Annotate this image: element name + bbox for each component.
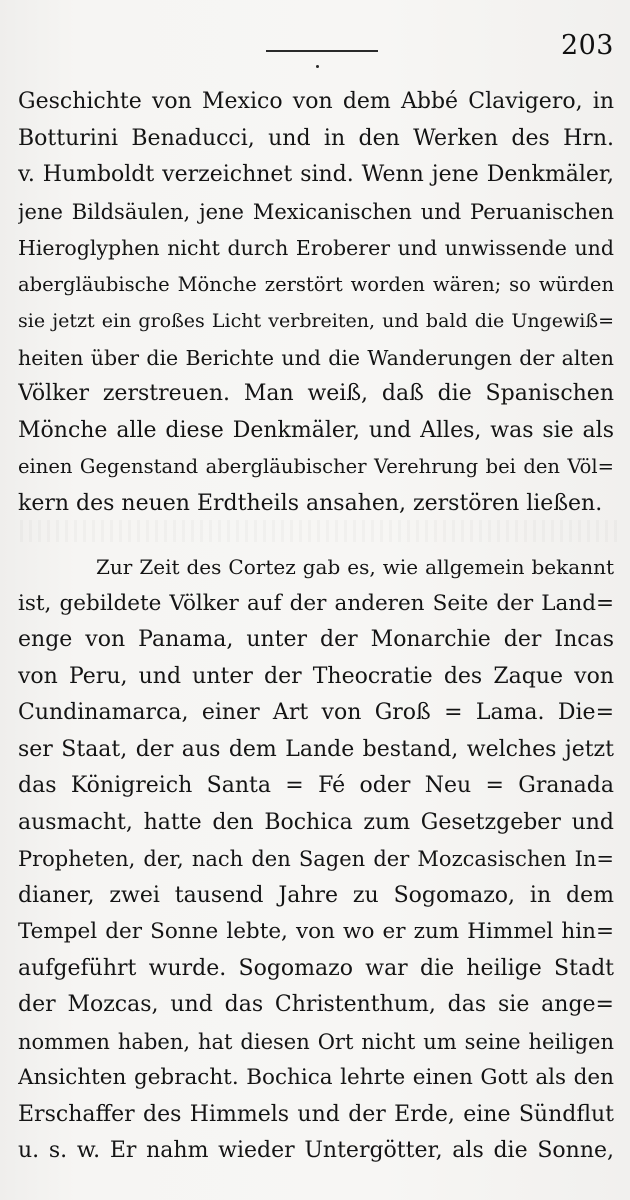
text-line: Cundinamarca, einer Art von Groß = Lama. Die= <box>18 700 614 725</box>
text-line: Propheten, der, nach den Sagen der Mozcasischen In= <box>18 847 614 871</box>
text-line: u. s. w. Er nahm wieder Untergötter, als die Sonne, <box>18 1138 614 1163</box>
header-ornament-dot <box>316 65 319 68</box>
text-line: jene Bildsäulen, jene Mexicanischen und Peruanischen <box>18 199 614 224</box>
text-line: einen Gegenstand abergläubischer Verehrung bei den Völ= <box>18 455 614 478</box>
text-line: das Königreich Santa = Fé oder Neu = Granada <box>18 773 614 798</box>
text-line: Tempel der Sonne lebte, von wo er zum Himmel hin= <box>18 919 614 944</box>
page-number: 203 <box>560 30 614 61</box>
text-line: ausmacht, hatte den Bochica zum Gesetzgeber und <box>18 809 614 835</box>
text-line: kern des neuen Erdtheils ansahen, zerstören ließen. <box>18 490 603 516</box>
header-rule <box>266 50 378 52</box>
text-line: von Peru, und unter der Theocratie des Zaque von <box>18 663 614 689</box>
show-through-texture <box>20 520 620 542</box>
text-line: Mönche alle diese Denkmäler, und Alles, was sie als <box>18 417 614 443</box>
text-line: sie jetzt ein großes Licht verbreiten, und bald die Ungewiß= <box>18 310 614 332</box>
text-line: aufgeführt wurde. Sogomazo war die heilige Stadt <box>18 955 614 981</box>
text-line: Erschaffer des Himmels und der Erde, eine Sündflut <box>18 1101 614 1127</box>
text-line: Botturini Benaducci, und in den Werken des Hrn. <box>18 125 614 151</box>
text-line: Geschichte von Mexico von dem Abbé Clavigero, in <box>18 89 614 114</box>
text-line: Völker zerstreuen. Man weiß, daß die Spanischen <box>18 381 614 406</box>
text-line: nommen haben, hat diesen Ort nicht um seine heiligen <box>18 1029 614 1054</box>
paragraph-1 <box>18 84 614 522</box>
text-line: dianer, zwei tausend Jahre zu Sogomazo, in dem <box>18 882 614 908</box>
text-line: Ansichten gebracht. Bochica lehrte einen Gott als den <box>18 1065 614 1090</box>
text-line: Zur Zeit des Cortez gab es, wie allgemein bekannt <box>96 555 614 579</box>
text-line: Hieroglyphen nicht durch Eroberer und unwissende und <box>18 236 614 260</box>
text-line: der Mozcas, und das Christenthum, das sie ange= <box>18 992 614 1017</box>
text-line: v. Humboldt verzeichnet sind. Wenn jene Denkmäler, <box>18 162 614 187</box>
text-line: ist, gebildete Völker auf der anderen Seite der Land= <box>18 590 614 616</box>
paragraph-2 <box>18 549 614 1170</box>
text-line: heiten über die Berichte und die Wanderungen der alten <box>18 345 614 370</box>
text-line: enge von Panama, unter der Monarchie der Incas <box>18 627 614 652</box>
text-line: abergläubische Mönche zerstört worden wären; so würden <box>18 272 614 296</box>
text-line: ser Staat, der aus dem Lande bestand, welches jetzt <box>18 736 614 762</box>
